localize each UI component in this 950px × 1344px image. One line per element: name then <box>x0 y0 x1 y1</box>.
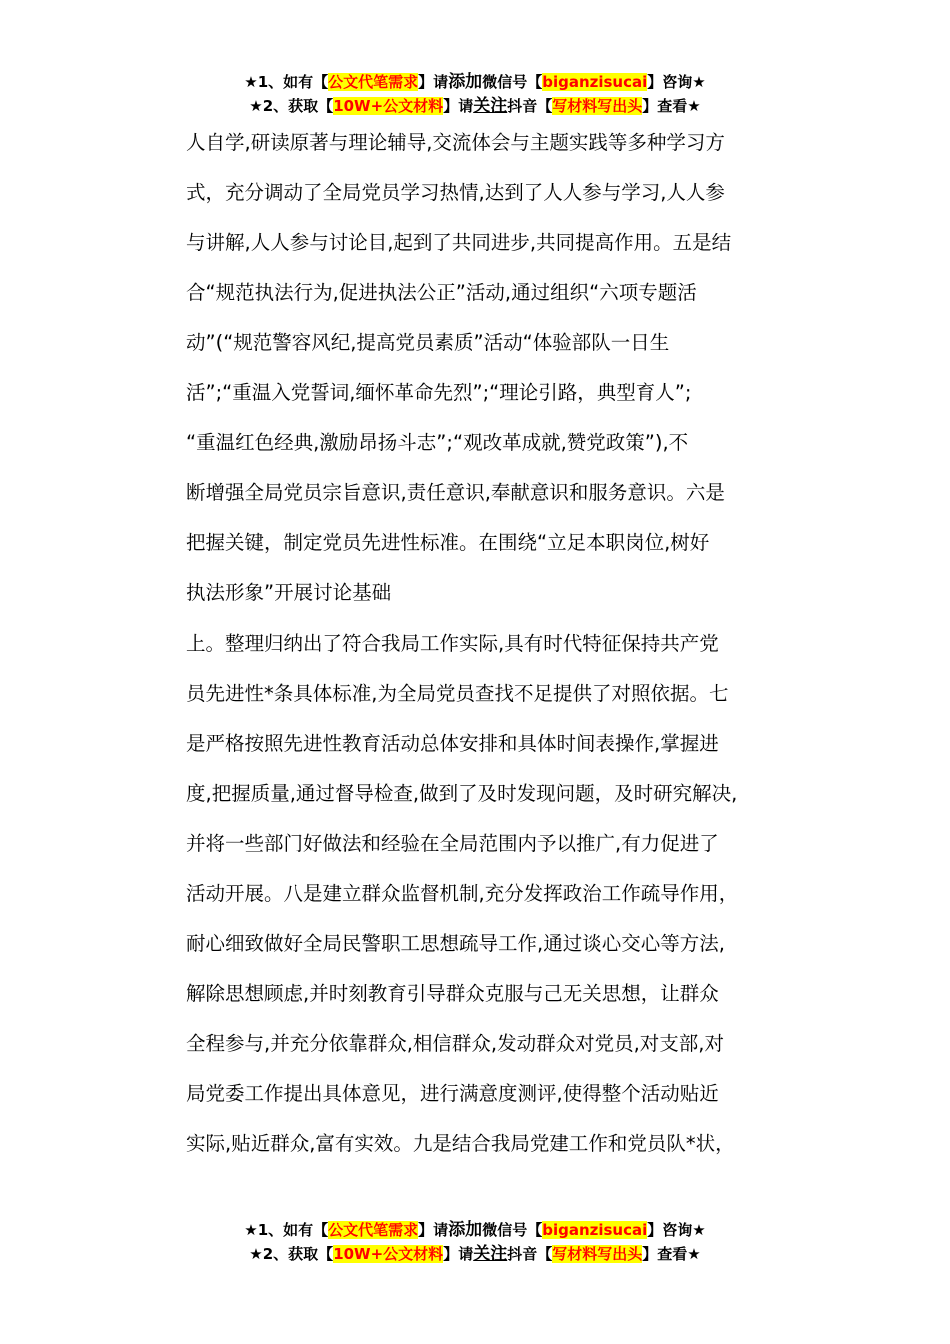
text-line: 上。整理归纳出了符合我局工作实际,具有时代特征保持共产党 <box>186 632 719 655</box>
text-line: 是严格按照先进性教育活动总体安排和具体时间表操作,掌握进 <box>186 732 719 755</box>
banner-text: ★2、获取【 <box>249 97 334 115</box>
text-line: 解除思想顾虑,并时刻教育引导群众克服与己无关思想，让群众 <box>186 982 719 1005</box>
banner-highlight: 公文代笔需求 <box>328 1221 419 1239</box>
banner-text: ★2、获取【 <box>249 1245 334 1263</box>
banner-emphasis: 关注 <box>473 1244 508 1264</box>
paragraph-1 <box>186 129 816 629</box>
banner-text: 】咨询★ <box>647 1221 706 1239</box>
banner-text: ★1、如有【 <box>244 73 329 91</box>
text-line: 耐心细致做好全局民警职工思想疏导工作,通过谈心交心等方法, <box>186 932 725 955</box>
text-line: 活”;“重温入党誓词,缅怀革命先烈”;“理论引路，典型育人”; <box>186 381 692 404</box>
banner-text: 微信号【 <box>482 73 543 91</box>
banner-text: 】查看★ <box>642 97 701 115</box>
text-line: 并将一些部门好做法和经验在全局范围内予以推广,有力促进了 <box>186 832 719 855</box>
text-line: 人自学,研读原著与理论辅导,交流体会与主题实践等多种学习方 <box>186 131 725 154</box>
banner-text: 】请 <box>418 1221 449 1239</box>
banner-emphasis: 关注 <box>473 96 508 116</box>
text-line: 把握关键，制定党员先进性标准。在围绕“立足本职岗位,树好 <box>186 531 710 554</box>
banner-text: 】请 <box>443 97 474 115</box>
text-line: 式，充分调动了全局党员学习热情,达到了人人参与学习,人人参 <box>186 181 725 204</box>
banner-highlight: 写材料写出头 <box>552 1245 643 1263</box>
text-line: 与讲解,人人参与讨论目,起到了共同进步,共同提高作用。五是结 <box>186 231 732 254</box>
text-line: 员先进性*条具体标准,为全局党员查找不足提供了对照依据。七 <box>186 682 729 705</box>
text-line: 活动开展。八是建立群众监督机制,充分发挥政治工作疏导作用， <box>186 882 739 905</box>
banner-line-2 <box>0 1242 950 1266</box>
banner-line-1 <box>0 70 950 94</box>
banner-text: 抖音【 <box>507 1245 553 1263</box>
banner-text: 抖音【 <box>507 97 553 115</box>
text-line: 合“规范执法行为,促进执法公正”活动,通过组织“六项专题活 <box>186 281 697 304</box>
banner-line-2 <box>0 94 950 118</box>
text-line: 局党委工作提出具体意见，进行满意度测评,使得整个活动贴近 <box>186 1082 719 1105</box>
banner-text: 】请 <box>418 73 449 91</box>
text-line: “重温红色经典,激励昂扬斗志”;“观改革成就,赞党政策”),不 <box>186 431 689 454</box>
header-banner <box>0 70 950 118</box>
banner-highlight: 写材料写出头 <box>552 97 643 115</box>
paragraph-2 <box>186 630 816 1180</box>
banner-emphasis: 添加 <box>448 72 483 92</box>
banner-text: 】查看★ <box>642 1245 701 1263</box>
text-line: 动”(“规范警容风纪,提高党员素质”活动“体验部队一日生 <box>186 331 670 354</box>
banner-text: 微信号【 <box>482 1221 543 1239</box>
banner-wechat-id: biganzisucai <box>542 73 648 91</box>
banner-text: 】咨询★ <box>647 73 706 91</box>
text-line: 度,把握质量,通过督导检查,做到了及时发现问题，及时研究解决, <box>186 782 738 805</box>
text-line: 执法形象”开展讨论基础 <box>186 581 392 604</box>
footer-banner <box>0 1218 950 1266</box>
banner-line-1 <box>0 1218 950 1242</box>
banner-wechat-id: biganzisucai <box>542 1221 648 1239</box>
banner-text: 】请 <box>443 1245 474 1263</box>
text-line: 断增强全局党员宗旨意识,责任意识,奉献意识和服务意识。六是 <box>186 481 725 504</box>
banner-highlight: 10W+公文材料 <box>333 97 444 115</box>
banner-highlight: 公文代笔需求 <box>328 73 419 91</box>
text-line: 实际,贴近群众,富有实效。九是结合我局党建工作和党员队*状， <box>186 1132 735 1155</box>
text-line: 全程参与,并充分依靠群众,相信群众,发动群众对党员,对支部,对 <box>186 1032 724 1055</box>
banner-highlight: 10W+公文材料 <box>333 1245 444 1263</box>
banner-emphasis: 添加 <box>448 1220 483 1240</box>
banner-text: ★1、如有【 <box>244 1221 329 1239</box>
